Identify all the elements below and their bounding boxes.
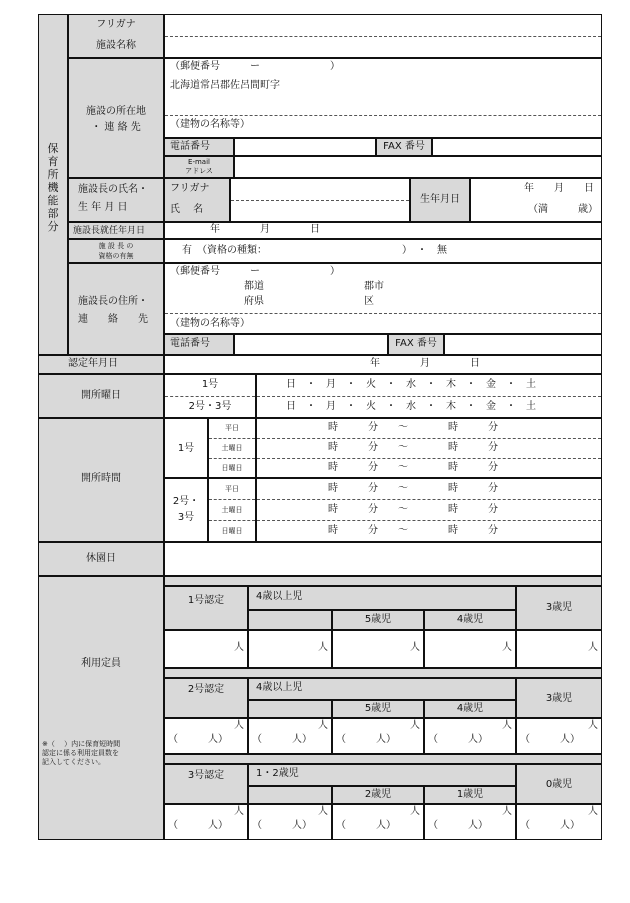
holidays-label: 休園日 <box>86 553 116 564</box>
capacity-spacer-1 <box>164 576 602 586</box>
cert3-age1: 1歳児 <box>456 789 484 800</box>
cert2-label: 2号認定 <box>187 684 225 695</box>
director-label-2: 生 年 月 日 <box>78 202 128 213</box>
cert3-unit-1: 人 <box>234 806 244 817</box>
hours-time-1: 時 分 ～ 時 分 <box>328 422 498 433</box>
cert2-unit-1: 人 <box>234 720 244 731</box>
cert1-unit-1: 人 <box>234 642 244 653</box>
tel-input[interactable] <box>234 138 376 156</box>
director-furigana-label: フリガナ <box>170 183 210 194</box>
director-address-label-cell <box>68 263 164 355</box>
cert2-unit-3: 人 <box>410 720 420 731</box>
cert2-age3: 3歳児 <box>545 693 573 704</box>
director-address-label-2: 連 絡 先 <box>78 314 148 325</box>
appointed-date: 年 月 日 <box>210 224 320 235</box>
hours-group1-label: 1号 <box>177 443 195 454</box>
open-days-2: 日 ・ 月 ・ 火 ・ 水 ・ 木 ・ 金 ・ 土 <box>286 401 536 412</box>
tel-label: 電話番号 <box>170 141 210 152</box>
cert3-paren-1: （ 人） <box>168 820 228 831</box>
cert2-paren-1: （ 人） <box>168 734 228 745</box>
hours-day-1-3: 日曜日 <box>221 464 243 472</box>
cert2-paren-4: （ 人） <box>428 734 488 745</box>
furigana-label: フリガナ <box>96 19 136 30</box>
capacity-note-3: 記入してください。 <box>42 758 105 766</box>
cert3-age12: 1・2歳児 <box>256 768 299 779</box>
cert2-blank-cell <box>248 700 332 718</box>
location-label-2: ・ 連 絡 先 <box>91 122 141 133</box>
capacity-note-1: ※（ ）内に保育短時間 <box>42 740 121 748</box>
fax-label: FAX 番号 <box>383 141 425 152</box>
capacity-note-2: 認定に係る利用定員数を <box>42 749 119 757</box>
cert1-unit-4: 人 <box>502 642 512 653</box>
cert3-unit-4: 人 <box>502 806 512 817</box>
cert2-paren-3: （ 人） <box>336 734 396 745</box>
cert2-age4: 4歳児 <box>456 703 484 714</box>
open-days-type-2: 2号・3号 <box>188 401 232 412</box>
hours-day-2-1: 平日 <box>225 485 239 493</box>
cert1-unit-3: 人 <box>410 642 420 653</box>
director-postal: （郵便番号 ー ） <box>170 266 340 277</box>
location-postal: （郵便番号 ー ） <box>170 61 340 72</box>
hours-day-2-2: 土曜日 <box>221 506 243 514</box>
cert3-paren-3: （ 人） <box>336 820 396 831</box>
open-hours-label: 開所時間 <box>81 473 121 484</box>
cert3-age0: 0歳児 <box>545 779 573 790</box>
qualification-label-2: 資格の有無 <box>98 252 134 260</box>
hours-day-2-3: 日曜日 <box>221 527 243 535</box>
cert2-paren-5: （ 人） <box>520 734 580 745</box>
qualification-label-1: 施 設 長 の <box>98 242 134 250</box>
cert1-unit-5: 人 <box>588 642 598 653</box>
director-name-label: 氏 名 <box>170 204 204 215</box>
capacity-label: 利用定員 <box>81 658 121 669</box>
hours-day-1-2: 土曜日 <box>221 444 243 452</box>
cert1-age5: 5歳児 <box>364 614 392 625</box>
hours-group2-cell <box>164 478 208 542</box>
cert1-age4up: 4歳以上児 <box>256 591 303 602</box>
cert1-blank-cell <box>248 610 332 630</box>
location-address: 北海道常呂郡佐呂間町字 <box>170 80 280 91</box>
director-city-2: 区 <box>364 296 374 307</box>
cert1-label: 1号認定 <box>187 595 225 606</box>
director-tel-label: 電話番号 <box>170 338 210 349</box>
cert3-age2: 2歳児 <box>364 789 392 800</box>
open-days-type-1: 1号 <box>201 379 219 390</box>
email-label-2: アドレス <box>185 167 213 175</box>
facility-name-label: 施設名称 <box>96 40 136 51</box>
director-pref-2: 府県 <box>244 296 264 307</box>
cert2-paren-2: （ 人） <box>252 734 312 745</box>
director-fax-label: FAX 番号 <box>395 338 437 349</box>
hours-time-3: 時 分 ～ 時 分 <box>328 462 498 473</box>
fax-input[interactable] <box>432 138 602 156</box>
cert3-paren-4: （ 人） <box>428 820 488 831</box>
cert2-unit-2: 人 <box>318 720 328 731</box>
open-days-label: 開所曜日 <box>81 390 121 401</box>
cert2-unit-5: 人 <box>588 720 598 731</box>
director-tel-input[interactable] <box>234 334 388 355</box>
certification-value: 年 月 日 <box>370 358 480 369</box>
cert1-age4: 4歳児 <box>456 614 484 625</box>
hours-time-2: 時 分 ～ 時 分 <box>328 442 498 453</box>
capacity-label-cell <box>38 576 164 840</box>
hours-time-4: 時 分 ～ 時 分 <box>328 483 498 494</box>
director-label-1: 施設長の氏名・ <box>78 184 148 195</box>
cert3-unit-2: 人 <box>318 806 328 817</box>
open-days-1: 日 ・ 月 ・ 火 ・ 水 ・ 木 ・ 金 ・ 土 <box>286 379 536 390</box>
hours-group2-label-2: 3号 <box>177 512 195 523</box>
cert3-unit-3: 人 <box>410 806 420 817</box>
section-label: 保育所機能部分 <box>47 142 59 233</box>
cert1-age3: 3歳児 <box>545 602 573 613</box>
hours-day-1-1: 平日 <box>225 424 239 432</box>
birth-age: （満 歳） <box>528 204 598 215</box>
certification-label: 認定年月日 <box>68 358 118 369</box>
location-label-1: 施設の所在地 <box>86 106 146 117</box>
cert3-label: 3号認定 <box>187 770 225 781</box>
hours-time-5: 時 分 ～ 時 分 <box>328 504 498 515</box>
birth-label: 生年月日 <box>420 194 460 205</box>
email-input[interactable] <box>234 156 602 178</box>
capacity-spacer-2 <box>164 668 602 678</box>
director-city-1: 郡市 <box>364 281 384 292</box>
director-building: （建物の名称等） <box>170 318 250 329</box>
director-address-label-1: 施設長の住所・ <box>78 296 148 307</box>
hours-time-6: 時 分 ～ 時 分 <box>328 525 498 536</box>
email-label-1: E-mail <box>188 158 210 166</box>
cert2-age5: 5歳児 <box>364 703 392 714</box>
cert3-blank-cell <box>248 786 332 804</box>
location-building: （建物の名称等） <box>170 119 250 130</box>
hours-group2-label-1: 2号・ <box>172 496 200 507</box>
director-fax-input[interactable] <box>444 334 602 355</box>
director-pref-1: 都道 <box>244 281 264 292</box>
qualification-value: 有 （資格の種類： ） ・ 無 <box>182 245 447 256</box>
cert3-unit-5: 人 <box>588 806 598 817</box>
cert3-paren-5: （ 人） <box>520 820 580 831</box>
cert2-unit-4: 人 <box>502 720 512 731</box>
cert3-paren-2: （ 人） <box>252 820 312 831</box>
cert2-age4up: 4歳以上児 <box>256 682 303 693</box>
capacity-spacer-3 <box>164 754 602 764</box>
facility-form <box>38 14 602 840</box>
holidays-input[interactable] <box>164 542 602 576</box>
cert1-label-cell <box>164 586 248 630</box>
appointed-label: 施設長就任年月日 <box>73 226 146 236</box>
birth-date: 年 月 日 <box>524 183 594 194</box>
cert1-unit-2: 人 <box>318 642 328 653</box>
